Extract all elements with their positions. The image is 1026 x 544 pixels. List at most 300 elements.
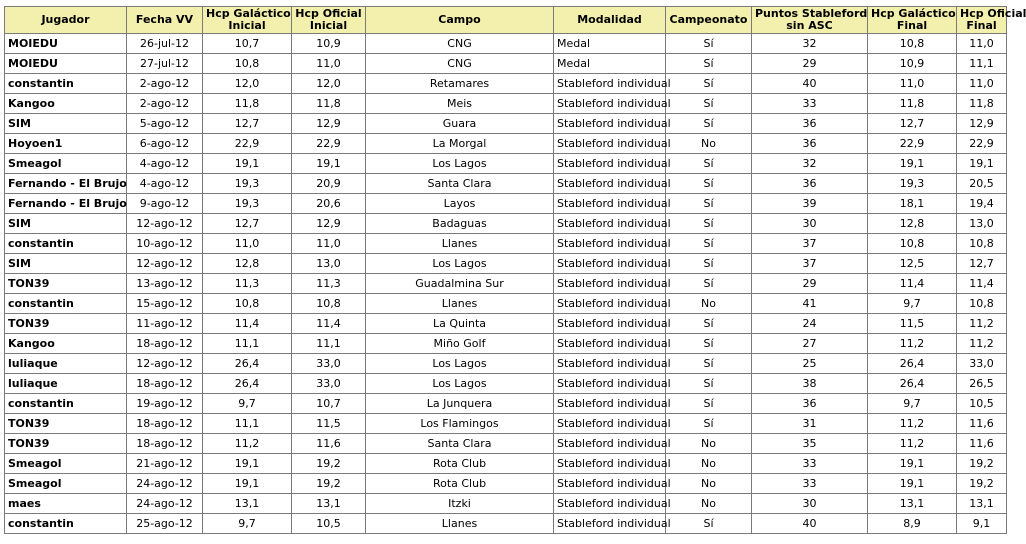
cell-hcp-oficial-final: 11,0 xyxy=(957,34,1007,54)
cell-modalidad: Stableford individual xyxy=(554,314,666,334)
cell-jugador: TON39 xyxy=(5,314,127,334)
cell-campeonato: No xyxy=(666,294,752,314)
cell-fecha-vv: 12-ago-12 xyxy=(127,214,203,234)
cell-fecha-vv: 12-ago-12 xyxy=(127,354,203,374)
cell-campeonato: Sí xyxy=(666,214,752,234)
cell-hcp-oficial-inicial: 19,1 xyxy=(292,154,366,174)
cell-puntos-stableford: 33 xyxy=(752,94,868,114)
cell-hcp-oficial-final: 19,4 xyxy=(957,194,1007,214)
cell-jugador: MOIEDU xyxy=(5,34,127,54)
cell-hcp-oficial-final: 11,6 xyxy=(957,434,1007,454)
cell-hcp-oficial-inicial: 11,6 xyxy=(292,434,366,454)
cell-hcp-galactico-final: 12,5 xyxy=(868,254,957,274)
cell-hcp-oficial-final: 19,2 xyxy=(957,454,1007,474)
cell-modalidad: Stableford individual xyxy=(554,134,666,154)
cell-puntos-stableford: 25 xyxy=(752,354,868,374)
cell-hcp-galactico-final: 10,8 xyxy=(868,234,957,254)
cell-fecha-vv: 4-ago-12 xyxy=(127,154,203,174)
cell-jugador: TON39 xyxy=(5,414,127,434)
table-body xyxy=(5,34,1007,534)
cell-modalidad: Stableford individual xyxy=(554,374,666,394)
cell-puntos-stableford: 36 xyxy=(752,134,868,154)
table-row xyxy=(5,34,1007,54)
cell-puntos-stableford: 36 xyxy=(752,394,868,414)
cell-campo: Retamares xyxy=(366,74,554,94)
cell-hcp-galactico-inicial: 19,1 xyxy=(203,454,292,474)
cell-fecha-vv: 12-ago-12 xyxy=(127,254,203,274)
cell-modalidad: Stableford individual xyxy=(554,494,666,514)
cell-hcp-oficial-inicial: 20,6 xyxy=(292,194,366,214)
column-header-line: Fecha VV xyxy=(135,13,194,26)
column-header-line: Hcp Oficial xyxy=(960,7,1026,20)
cell-fecha-vv: 26-jul-12 xyxy=(127,34,203,54)
cell-modalidad: Stableford individual xyxy=(554,194,666,214)
cell-hcp-oficial-inicial: 11,0 xyxy=(292,234,366,254)
cell-hcp-galactico-final: 13,1 xyxy=(868,494,957,514)
cell-modalidad: Stableford individual xyxy=(554,474,666,494)
cell-hcp-galactico-final: 11,5 xyxy=(868,314,957,334)
cell-jugador: SIM xyxy=(5,254,127,274)
column-header-modalidad xyxy=(554,7,666,34)
cell-hcp-galactico-inicial: 11,2 xyxy=(203,434,292,454)
cell-campo: Rota Club xyxy=(366,474,554,494)
handicap-results-table xyxy=(4,6,1026,534)
cell-campo: Santa Clara xyxy=(366,174,554,194)
cell-modalidad: Medal xyxy=(554,34,666,54)
column-header-line: Final xyxy=(966,19,997,32)
cell-hcp-galactico-final: 19,1 xyxy=(868,454,957,474)
table-row xyxy=(5,354,1007,374)
cell-hcp-oficial-inicial: 19,2 xyxy=(292,474,366,494)
cell-hcp-oficial-inicial: 10,8 xyxy=(292,294,366,314)
cell-hcp-galactico-final: 11,4 xyxy=(868,274,957,294)
cell-hcp-galactico-final: 11,2 xyxy=(868,334,957,354)
cell-hcp-galactico-final: 9,7 xyxy=(868,294,957,314)
cell-campo: La Morgal xyxy=(366,134,554,154)
column-header-line: Puntos Stableford xyxy=(755,7,868,20)
cell-jugador: luliaque xyxy=(5,374,127,394)
cell-fecha-vv: 24-ago-12 xyxy=(127,494,203,514)
column-header-hcp-oficial-inicial xyxy=(292,7,366,34)
cell-hcp-oficial-inicial: 13,1 xyxy=(292,494,366,514)
cell-campo: Miño Golf xyxy=(366,334,554,354)
cell-campeonato: Sí xyxy=(666,34,752,54)
cell-hcp-galactico-inicial: 11,8 xyxy=(203,94,292,114)
cell-hcp-oficial-final: 10,5 xyxy=(957,394,1007,414)
cell-hcp-oficial-final: 26,5 xyxy=(957,374,1007,394)
cell-hcp-galactico-inicial: 19,1 xyxy=(203,474,292,494)
cell-campo: Los Lagos xyxy=(366,254,554,274)
cell-campo: Santa Clara xyxy=(366,434,554,454)
cell-puntos-stableford: 37 xyxy=(752,234,868,254)
cell-modalidad: Stableford individual xyxy=(554,514,666,534)
cell-hcp-oficial-inicial: 10,7 xyxy=(292,394,366,414)
cell-hcp-oficial-final: 11,2 xyxy=(957,314,1007,334)
cell-jugador: Smeagol xyxy=(5,474,127,494)
cell-hcp-oficial-inicial: 11,8 xyxy=(292,94,366,114)
cell-campeonato: Sí xyxy=(666,174,752,194)
cell-campeonato: Sí xyxy=(666,314,752,334)
cell-hcp-galactico-final: 9,7 xyxy=(868,394,957,414)
cell-jugador: constantin xyxy=(5,394,127,414)
cell-fecha-vv: 18-ago-12 xyxy=(127,374,203,394)
cell-hcp-oficial-final: 11,1 xyxy=(957,54,1007,74)
cell-campo: Los Flamingos xyxy=(366,414,554,434)
cell-hcp-galactico-final: 8,9 xyxy=(868,514,957,534)
cell-hcp-galactico-inicial: 11,4 xyxy=(203,314,292,334)
cell-hcp-oficial-final: 13,0 xyxy=(957,214,1007,234)
cell-campeonato: Sí xyxy=(666,94,752,114)
cell-hcp-oficial-inicial: 11,3 xyxy=(292,274,366,294)
cell-fecha-vv: 18-ago-12 xyxy=(127,434,203,454)
cell-hcp-galactico-inicial: 12,7 xyxy=(203,114,292,134)
cell-hcp-galactico-inicial: 10,8 xyxy=(203,54,292,74)
table-row xyxy=(5,74,1007,94)
table-row xyxy=(5,214,1007,234)
cell-fecha-vv: 19-ago-12 xyxy=(127,394,203,414)
cell-hcp-oficial-inicial: 33,0 xyxy=(292,374,366,394)
cell-campeonato: No xyxy=(666,474,752,494)
column-header-line: Hcp Galáctico xyxy=(871,7,956,20)
cell-hcp-galactico-final: 10,9 xyxy=(868,54,957,74)
cell-hcp-oficial-inicial: 12,9 xyxy=(292,214,366,234)
cell-campeonato: Sí xyxy=(666,514,752,534)
cell-puntos-stableford: 30 xyxy=(752,494,868,514)
header-row xyxy=(5,7,1007,34)
cell-campo: La Quinta xyxy=(366,314,554,334)
cell-campo: Los Lagos xyxy=(366,374,554,394)
cell-hcp-oficial-inicial: 12,9 xyxy=(292,114,366,134)
cell-modalidad: Stableford individual xyxy=(554,174,666,194)
cell-campo: Rota Club xyxy=(366,454,554,474)
cell-fecha-vv: 27-jul-12 xyxy=(127,54,203,74)
cell-hcp-galactico-inicial: 11,3 xyxy=(203,274,292,294)
cell-modalidad: Stableford individual xyxy=(554,214,666,234)
cell-jugador: luliaque xyxy=(5,354,127,374)
cell-campo: Guara xyxy=(366,114,554,134)
column-header-campo xyxy=(366,7,554,34)
table-row xyxy=(5,194,1007,214)
cell-hcp-oficial-final: 10,8 xyxy=(957,234,1007,254)
cell-jugador: constantin xyxy=(5,514,127,534)
column-header-line: Modalidad xyxy=(577,13,642,26)
table-row xyxy=(5,454,1007,474)
cell-hcp-galactico-inicial: 9,7 xyxy=(203,514,292,534)
cell-campeonato: Sí xyxy=(666,354,752,374)
cell-campeonato: No xyxy=(666,134,752,154)
cell-hcp-galactico-inicial: 12,7 xyxy=(203,214,292,234)
cell-hcp-galactico-final: 11,2 xyxy=(868,414,957,434)
column-header-line: Campeonato xyxy=(669,13,748,26)
cell-hcp-galactico-inicial: 11,0 xyxy=(203,234,292,254)
column-header-hcp-galactico-final xyxy=(868,7,957,34)
cell-hcp-galactico-final: 12,7 xyxy=(868,114,957,134)
cell-modalidad: Stableford individual xyxy=(554,414,666,434)
cell-hcp-oficial-final: 11,8 xyxy=(957,94,1007,114)
cell-hcp-galactico-inicial: 10,7 xyxy=(203,34,292,54)
cell-jugador: MOIEDU xyxy=(5,54,127,74)
cell-puntos-stableford: 30 xyxy=(752,214,868,234)
cell-hcp-galactico-inicial: 22,9 xyxy=(203,134,292,154)
table-row xyxy=(5,434,1007,454)
cell-jugador: Smeagol xyxy=(5,154,127,174)
cell-campeonato: Sí xyxy=(666,334,752,354)
cell-campo: Llanes xyxy=(366,514,554,534)
cell-hcp-oficial-inicial: 12,0 xyxy=(292,74,366,94)
cell-campo: Llanes xyxy=(366,234,554,254)
cell-hcp-oficial-inicial: 11,4 xyxy=(292,314,366,334)
cell-hcp-galactico-final: 19,1 xyxy=(868,474,957,494)
cell-campeonato: Sí xyxy=(666,374,752,394)
column-header-jugador xyxy=(5,7,127,34)
cell-modalidad: Stableford individual xyxy=(554,114,666,134)
cell-fecha-vv: 15-ago-12 xyxy=(127,294,203,314)
cell-jugador: Kangoo xyxy=(5,94,127,114)
cell-hcp-oficial-final: 22,9 xyxy=(957,134,1007,154)
cell-fecha-vv: 24-ago-12 xyxy=(127,474,203,494)
cell-hcp-galactico-final: 26,4 xyxy=(868,354,957,374)
cell-campo: Layos xyxy=(366,194,554,214)
cell-puntos-stableford: 36 xyxy=(752,174,868,194)
column-header-line: Hcp Oficial xyxy=(295,7,362,20)
cell-campeonato: No xyxy=(666,454,752,474)
cell-hcp-oficial-inicial: 11,5 xyxy=(292,414,366,434)
cell-hcp-galactico-inicial: 11,1 xyxy=(203,334,292,354)
cell-puntos-stableford: 33 xyxy=(752,474,868,494)
cell-fecha-vv: 13-ago-12 xyxy=(127,274,203,294)
cell-puntos-stableford: 41 xyxy=(752,294,868,314)
column-header-line: Inicial xyxy=(309,19,348,32)
cell-fecha-vv: 18-ago-12 xyxy=(127,414,203,434)
cell-hcp-galactico-inicial: 11,1 xyxy=(203,414,292,434)
table-row xyxy=(5,154,1007,174)
cell-jugador: maes xyxy=(5,494,127,514)
cell-modalidad: Medal xyxy=(554,54,666,74)
cell-jugador: Smeagol xyxy=(5,454,127,474)
cell-hcp-galactico-inicial: 10,8 xyxy=(203,294,292,314)
cell-campo: Llanes xyxy=(366,294,554,314)
cell-puntos-stableford: 38 xyxy=(752,374,868,394)
cell-jugador: TON39 xyxy=(5,274,127,294)
cell-puntos-stableford: 27 xyxy=(752,334,868,354)
cell-modalidad: Stableford individual xyxy=(554,294,666,314)
cell-fecha-vv: 10-ago-12 xyxy=(127,234,203,254)
cell-hcp-oficial-final: 12,9 xyxy=(957,114,1007,134)
column-header-campeonato xyxy=(666,7,752,34)
column-header-hcp-oficial-final xyxy=(957,7,1026,34)
cell-hcp-galactico-inicial: 26,4 xyxy=(203,374,292,394)
table-row xyxy=(5,494,1007,514)
cell-campeonato: Sí xyxy=(666,254,752,274)
cell-modalidad: Stableford individual xyxy=(554,74,666,94)
cell-puntos-stableford: 40 xyxy=(752,74,868,94)
table-row xyxy=(5,114,1007,134)
cell-hcp-galactico-inicial: 19,1 xyxy=(203,154,292,174)
table-row xyxy=(5,294,1007,314)
cell-hcp-oficial-inicial: 22,9 xyxy=(292,134,366,154)
cell-hcp-oficial-final: 13,1 xyxy=(957,494,1007,514)
cell-hcp-oficial-inicial: 20,9 xyxy=(292,174,366,194)
cell-campo: Itzki xyxy=(366,494,554,514)
cell-jugador: Kangoo xyxy=(5,334,127,354)
cell-campeonato: Sí xyxy=(666,274,752,294)
cell-campo: Los Lagos xyxy=(366,154,554,174)
cell-fecha-vv: 2-ago-12 xyxy=(127,74,203,94)
cell-jugador: constantin xyxy=(5,294,127,314)
cell-hcp-oficial-final: 19,2 xyxy=(957,474,1007,494)
cell-fecha-vv: 6-ago-12 xyxy=(127,134,203,154)
cell-hcp-oficial-final: 11,4 xyxy=(957,274,1007,294)
cell-hcp-oficial-inicial: 13,0 xyxy=(292,254,366,274)
cell-hcp-oficial-final: 12,7 xyxy=(957,254,1007,274)
cell-hcp-oficial-final: 11,6 xyxy=(957,414,1007,434)
table-row xyxy=(5,234,1007,254)
cell-hcp-galactico-final: 11,0 xyxy=(868,74,957,94)
cell-puntos-stableford: 33 xyxy=(752,454,868,474)
cell-puntos-stableford: 40 xyxy=(752,514,868,534)
cell-hcp-oficial-inicial: 19,2 xyxy=(292,454,366,474)
cell-modalidad: Stableford individual xyxy=(554,394,666,414)
cell-modalidad: Stableford individual xyxy=(554,354,666,374)
column-header-line: Campo xyxy=(438,13,481,26)
cell-campo: Badaguas xyxy=(366,214,554,234)
cell-campeonato: Sí xyxy=(666,114,752,134)
cell-campeonato: Sí xyxy=(666,54,752,74)
cell-jugador: SIM xyxy=(5,114,127,134)
cell-hcp-galactico-final: 19,1 xyxy=(868,154,957,174)
table-row xyxy=(5,254,1007,274)
cell-campeonato: Sí xyxy=(666,414,752,434)
cell-puntos-stableford: 37 xyxy=(752,254,868,274)
table-row xyxy=(5,54,1007,74)
column-header-line: Final xyxy=(896,19,928,32)
cell-puntos-stableford: 29 xyxy=(752,274,868,294)
table-row xyxy=(5,374,1007,394)
column-header-line: sin ASC xyxy=(786,19,833,32)
cell-hcp-galactico-final: 11,2 xyxy=(868,434,957,454)
cell-campeonato: Sí xyxy=(666,74,752,94)
cell-jugador: constantin xyxy=(5,74,127,94)
cell-fecha-vv: 11-ago-12 xyxy=(127,314,203,334)
cell-campo: CNG xyxy=(366,54,554,74)
cell-campo: Los Lagos xyxy=(366,354,554,374)
cell-hcp-oficial-final: 33,0 xyxy=(957,354,1007,374)
cell-modalidad: Stableford individual xyxy=(554,334,666,354)
cell-hcp-oficial-final: 20,5 xyxy=(957,174,1007,194)
cell-hcp-galactico-final: 22,9 xyxy=(868,134,957,154)
cell-puntos-stableford: 39 xyxy=(752,194,868,214)
cell-modalidad: Stableford individual xyxy=(554,434,666,454)
cell-hcp-galactico-final: 19,3 xyxy=(868,174,957,194)
cell-hcp-galactico-inicial: 19,3 xyxy=(203,194,292,214)
cell-hcp-oficial-inicial: 10,9 xyxy=(292,34,366,54)
column-header-fecha-vv xyxy=(127,7,203,34)
cell-campo: CNG xyxy=(366,34,554,54)
cell-campeonato: No xyxy=(666,494,752,514)
table-row xyxy=(5,94,1007,114)
cell-puntos-stableford: 24 xyxy=(752,314,868,334)
cell-puntos-stableford: 36 xyxy=(752,114,868,134)
cell-puntos-stableford: 32 xyxy=(752,34,868,54)
cell-campeonato: Sí xyxy=(666,394,752,414)
cell-campeonato: No xyxy=(666,434,752,454)
table-row xyxy=(5,414,1007,434)
cell-modalidad: Stableford individual xyxy=(554,254,666,274)
cell-hcp-galactico-final: 10,8 xyxy=(868,34,957,54)
table-row xyxy=(5,174,1007,194)
cell-campeonato: Sí xyxy=(666,234,752,254)
cell-campo: La Junquera xyxy=(366,394,554,414)
column-header-puntos-stableford xyxy=(752,7,868,34)
cell-jugador: Fernando - El Brujo xyxy=(5,174,127,194)
cell-hcp-oficial-final: 11,2 xyxy=(957,334,1007,354)
cell-hcp-oficial-final: 10,8 xyxy=(957,294,1007,314)
cell-modalidad: Stableford individual xyxy=(554,274,666,294)
cell-puntos-stableford: 29 xyxy=(752,54,868,74)
cell-hcp-oficial-inicial: 33,0 xyxy=(292,354,366,374)
cell-jugador: TON39 xyxy=(5,434,127,454)
cell-hcp-galactico-inicial: 12,8 xyxy=(203,254,292,274)
table-row xyxy=(5,134,1007,154)
table-row xyxy=(5,274,1007,294)
cell-jugador: Hoyoen1 xyxy=(5,134,127,154)
cell-jugador: constantin xyxy=(5,234,127,254)
cell-puntos-stableford: 31 xyxy=(752,414,868,434)
cell-hcp-oficial-final: 9,1 xyxy=(957,514,1007,534)
cell-fecha-vv: 18-ago-12 xyxy=(127,334,203,354)
cell-modalidad: Stableford individual xyxy=(554,454,666,474)
cell-fecha-vv: 4-ago-12 xyxy=(127,174,203,194)
cell-hcp-galactico-final: 26,4 xyxy=(868,374,957,394)
cell-jugador: SIM xyxy=(5,214,127,234)
cell-campo: Guadalmina Sur xyxy=(366,274,554,294)
cell-jugador: Fernando - El Brujo xyxy=(5,194,127,214)
cell-hcp-galactico-final: 11,8 xyxy=(868,94,957,114)
cell-hcp-oficial-final: 11,0 xyxy=(957,74,1007,94)
cell-puntos-stableford: 35 xyxy=(752,434,868,454)
table-row xyxy=(5,394,1007,414)
cell-hcp-galactico-inicial: 19,3 xyxy=(203,174,292,194)
cell-hcp-galactico-inicial: 13,1 xyxy=(203,494,292,514)
cell-hcp-galactico-final: 12,8 xyxy=(868,214,957,234)
cell-campo: Meis xyxy=(366,94,554,114)
cell-hcp-oficial-inicial: 11,1 xyxy=(292,334,366,354)
cell-campeonato: Sí xyxy=(666,194,752,214)
column-header-line: Hcp Galáctico xyxy=(206,7,291,20)
column-header-line: Jugador xyxy=(41,13,90,26)
cell-hcp-galactico-final: 18,1 xyxy=(868,194,957,214)
cell-hcp-oficial-final: 19,1 xyxy=(957,154,1007,174)
table-row xyxy=(5,334,1007,354)
cell-fecha-vv: 5-ago-12 xyxy=(127,114,203,134)
cell-fecha-vv: 2-ago-12 xyxy=(127,94,203,114)
cell-hcp-galactico-inicial: 26,4 xyxy=(203,354,292,374)
cell-modalidad: Stableford individual xyxy=(554,234,666,254)
cell-fecha-vv: 21-ago-12 xyxy=(127,454,203,474)
table-row xyxy=(5,314,1007,334)
cell-fecha-vv: 25-ago-12 xyxy=(127,514,203,534)
cell-fecha-vv: 9-ago-12 xyxy=(127,194,203,214)
cell-campeonato: Sí xyxy=(666,154,752,174)
table-row xyxy=(5,474,1007,494)
table-row xyxy=(5,514,1007,534)
cell-hcp-oficial-inicial: 11,0 xyxy=(292,54,366,74)
cell-hcp-galactico-inicial: 12,0 xyxy=(203,74,292,94)
cell-hcp-galactico-inicial: 9,7 xyxy=(203,394,292,414)
column-header-line: Inicial xyxy=(228,19,266,32)
cell-modalidad: Stableford individual xyxy=(554,94,666,114)
cell-hcp-oficial-inicial: 10,5 xyxy=(292,514,366,534)
